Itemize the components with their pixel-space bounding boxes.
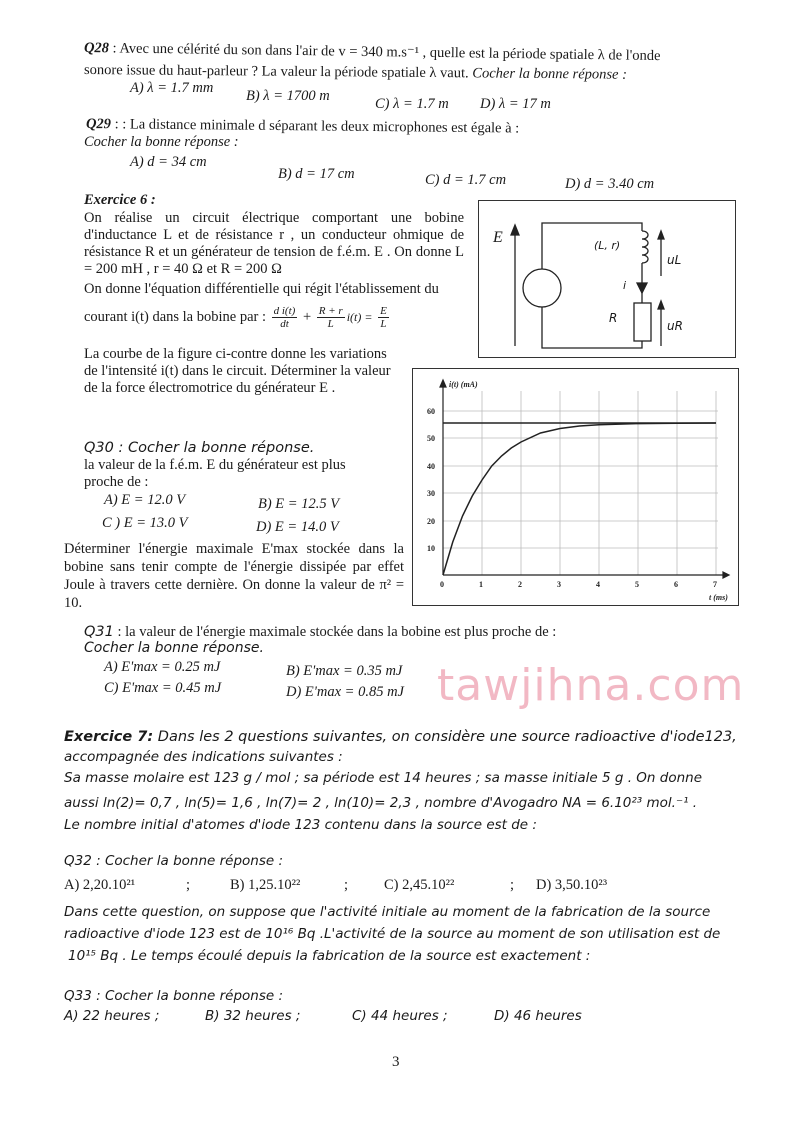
- svg-text:5: 5: [635, 580, 639, 589]
- q28-line1: [84, 40, 661, 65]
- svg-text:4: 4: [596, 580, 600, 589]
- q32-option-c[interactable]: C) 2,45.10²²: [384, 877, 455, 893]
- ex6-para4: La courbe de la figure ci-contre donne les variations de l'intensité i(t) dans le circuit. Déterminer la valeur de la force électromotrice du générateur E .: [84, 346, 391, 396]
- q28-instruction: Cocher la bonne réponse :: [472, 65, 628, 83]
- q32-option-a[interactable]: A) 2,20.10²¹: [64, 877, 136, 893]
- circuit-label-coil: (L, r): [594, 239, 621, 252]
- q33-option-a[interactable]: A) 22 heures ;: [64, 1008, 160, 1024]
- q32-after3: 10¹⁵ Bq . Le temps écoulé depuis la fabrication de la source est exactement :: [68, 948, 591, 964]
- eq-frac-di-dt: $\frac{\text{d i(t)}}{dt}$: [273, 305, 296, 330]
- q32-sep1: ;: [186, 877, 191, 893]
- q29-option-c[interactable]: C) d = 1.7 cm: [425, 172, 507, 188]
- current-chart: [412, 368, 739, 606]
- q28-label: Q28: [83, 40, 110, 57]
- q30-after: Déterminer l'énergie maximale E'max stockée dans la bobine sans tenir compte de l'énergie dissipée par effet Joule à travers cette dernière. On donne la valeur de π² = 10.: [64, 541, 404, 611]
- q29-line: Q29 : : La distance minimale d séparant les deux microphones est égale à :: [85, 116, 520, 137]
- ex7-line1: Exercice 7: Dans les 2 questions suivantes, on considère une source radioactive d'iode123,: [64, 729, 737, 745]
- ex6-equation-line: courant i(t) dans la bobine par : $\frac{\text{d i(t)}}{dt}$ + $\frac{R + r}{L}$ i(t) = $\frac{E}{L}$: [84, 305, 387, 330]
- q30-line: [84, 440, 314, 457]
- circuit-diagram: [478, 200, 736, 358]
- svg-text:60: 60: [427, 407, 435, 416]
- ex7-line2: accompagnée des indications suivantes :: [64, 749, 343, 765]
- circuit-label-i: i: [623, 279, 627, 292]
- svg-text:20: 20: [427, 517, 435, 526]
- q33-line: Q33 : Cocher la bonne réponse :: [64, 988, 284, 1004]
- q32-line: Q32 : Cocher la bonne réponse :: [64, 853, 284, 869]
- q33-option-d[interactable]: D) 46 heures: [494, 1008, 582, 1024]
- page-number: 3: [392, 1054, 400, 1070]
- q29-label: Q29: [85, 116, 112, 133]
- q33-label: Q33: [64, 988, 92, 1004]
- svg-text:10: 10: [427, 544, 435, 553]
- svg-text:7: 7: [713, 580, 717, 589]
- q32-sep2: ;: [344, 877, 349, 893]
- q30-option-b[interactable]: B) E = 12.5 V: [258, 496, 340, 512]
- q31-instruction: Cocher la bonne réponse.: [84, 640, 264, 656]
- q31-option-c[interactable]: C) E'max = 0.45 mJ: [104, 680, 222, 696]
- q32-option-d[interactable]: D) 3,50.10²³: [536, 877, 608, 893]
- q28-option-c[interactable]: C) λ = 1.7 m: [375, 96, 449, 112]
- svg-text:40: 40: [427, 462, 435, 471]
- svg-text:6: 6: [674, 580, 678, 589]
- svg-text:2: 2: [518, 580, 522, 589]
- circuit-svg: [479, 201, 735, 357]
- eq-frac-e-l: $\frac{E}{L}$: [380, 305, 387, 330]
- q31-option-d[interactable]: D) E'max = 0.85 mJ: [286, 684, 404, 700]
- q32-after2: radioactive d'iode 123 est de 10¹⁶ Bq .L'activité de la source au moment de son utilisation est de: [64, 926, 721, 942]
- ex7-line3: Sa masse molaire est 123 g / mol ; sa période est 14 heures ; sa masse initiale 5 g . On donne: [64, 770, 703, 786]
- q29-option-a[interactable]: A) d = 34 cm: [130, 154, 207, 170]
- eq-frac-rr-l: $\frac{R + r}{L}$: [318, 305, 343, 330]
- circuit-label-uR: uR: [667, 319, 683, 333]
- q31-option-b[interactable]: B) E'max = 0.35 mJ: [286, 663, 403, 679]
- q28-option-a[interactable]: A) λ = 1.7 mm: [130, 80, 214, 96]
- circuit-label-E: E: [493, 229, 503, 246]
- circuit-label-R: R: [609, 311, 618, 325]
- q31-option-a[interactable]: A) E'max = 0.25 mJ: [104, 659, 221, 675]
- chart-svg: [413, 369, 738, 605]
- q30-option-d[interactable]: D) E = 14.0 V: [256, 519, 339, 535]
- q31-label: Q31: [84, 624, 114, 640]
- ex7-title: Exercice 7:: [64, 729, 154, 745]
- q32-option-b[interactable]: B) 1,25.10²²: [230, 877, 301, 893]
- q28-option-d[interactable]: D) λ = 17 m: [480, 96, 551, 112]
- q28-text1: : Avec une célérité du son dans l'air de v = 340 m.s⁻¹ , quelle est la période spatiale λ de l'onde: [108, 40, 661, 65]
- q30-option-c[interactable]: C ) E = 13.0 V: [102, 515, 188, 531]
- q30-instruction: : Cocher la bonne réponse.: [113, 440, 315, 456]
- q33-option-c[interactable]: C) 44 heures ;: [352, 1008, 448, 1024]
- watermark: tawjihna.com: [437, 660, 745, 711]
- svg-text:t (ms): t (ms): [709, 593, 728, 602]
- q33-option-b[interactable]: B) 32 heures ;: [205, 1008, 301, 1024]
- q30-option-a[interactable]: A) E = 12.0 V: [104, 492, 186, 508]
- svg-text:30: 30: [427, 489, 435, 498]
- svg-text:1: 1: [479, 580, 483, 589]
- svg-text:3: 3: [557, 580, 561, 589]
- ex6-title: Exercice 6 :: [84, 192, 156, 208]
- ex7-line4: aussi ln(2)= 0,7 , ln(5)= 1,6 , ln(7)= 2 , ln(10)= 2,3 , nombre d'Avogadro NA = 6.10²³ mol.⁻¹ .: [64, 795, 698, 811]
- q29-option-b[interactable]: B) d = 17 cm: [278, 166, 355, 182]
- q31-line: Q31 : la valeur de l'énergie maximale stockée dans la bobine est plus proche de :: [84, 624, 557, 640]
- ex6-para2: On donne l'équation différentielle qui régit l'établissement du: [84, 281, 439, 297]
- svg-text:0: 0: [440, 580, 444, 589]
- ex7-line5: Le nombre initial d'atomes d'iode 123 contenu dans la source est de :: [64, 817, 537, 833]
- q28-option-b[interactable]: B) λ = 1700 m: [246, 88, 330, 104]
- q30-text: la valeur de la f.é.m. E du générateur est plus proche de :: [84, 457, 346, 490]
- svg-text:i(t) (mA): i(t) (mA): [449, 380, 478, 389]
- q28-line2: sonore issue du haut-parleur ? La valeur la période spatiale λ vaut. Cocher la bonne réponse :: [83, 62, 628, 83]
- q32-label: Q32: [64, 853, 92, 869]
- circuit-label-uL: uL: [667, 253, 682, 267]
- q29-option-d[interactable]: D) d = 3.40 cm: [565, 176, 655, 192]
- q29-instruction: Cocher la bonne réponse :: [84, 134, 239, 150]
- ex6-intro: On réalise un circuit électrique comportant une bobine d'inductance L et de résistance r , un conducteur ohmique de résistance R et un générateur de tension de f.é.m. E . On donne L = 200 mH , r = 40 Ω et R = 200 Ω: [84, 210, 464, 277]
- q32-after1: Dans cette question, on suppose que l'activité initiale au moment de la fabrication de la source: [64, 904, 711, 920]
- svg-text:50: 50: [427, 434, 435, 443]
- q32-sep3: ;: [510, 877, 515, 893]
- q30-label: Q30: [84, 440, 114, 456]
